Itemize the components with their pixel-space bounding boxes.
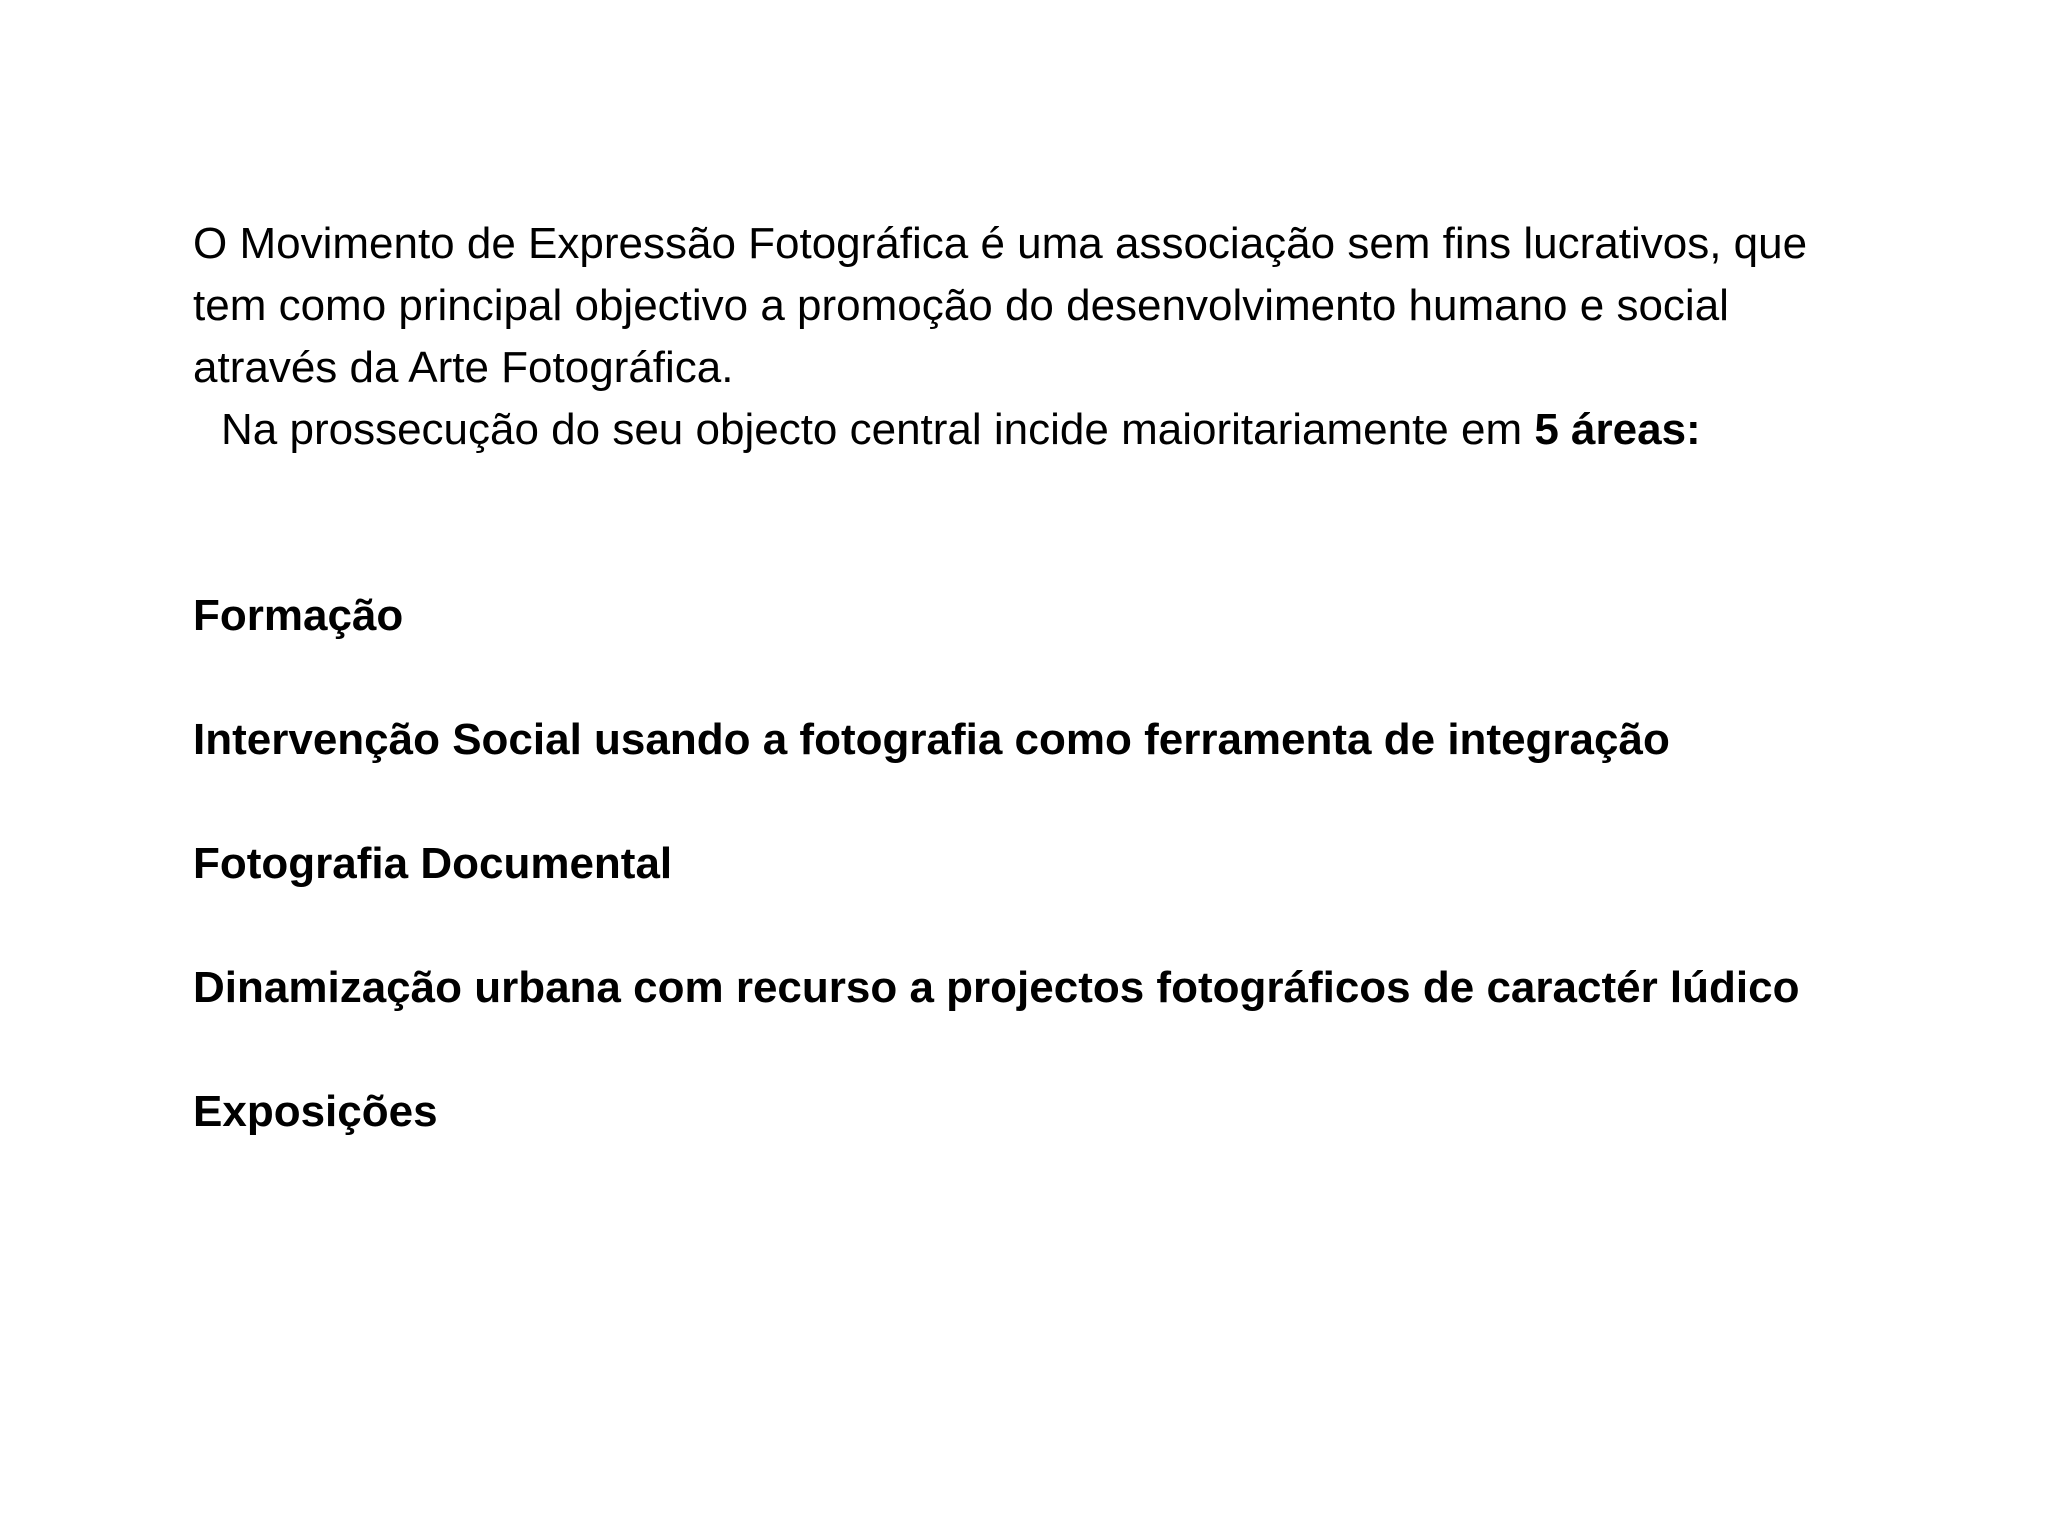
intro-line-2: tem como principal objectivo a promoção do desenvolvimento humano e social (193, 281, 1729, 330)
intro-line-4 (193, 399, 1913, 461)
intro-line-4-text: Na prossecução do seu objecto central incide maioritariamente em (221, 405, 1535, 454)
intro-paragraph (193, 213, 1913, 461)
area-item-dinamizacao-urbana: Dinamização urbana com recurso a projectos fotográficos de caractér lúdico (193, 963, 1800, 1012)
area-item-exposicoes: Exposições (193, 1087, 438, 1136)
area-item-fotografia-documental: Fotografia Documental (193, 839, 673, 888)
intro-line-3: através da Arte Fotográfica. (193, 343, 734, 392)
area-item-formacao: Formação (193, 591, 404, 640)
intro-line-1: O Movimento de Expressão Fotográfica é uma associação sem fins lucrativos, que (193, 219, 1808, 268)
areas-list (193, 585, 1913, 1205)
area-item-intervencao-social: Intervenção Social usando a fotografia como ferramenta de integração (193, 715, 1670, 764)
areas-count: 5 áreas: (1534, 405, 1701, 454)
